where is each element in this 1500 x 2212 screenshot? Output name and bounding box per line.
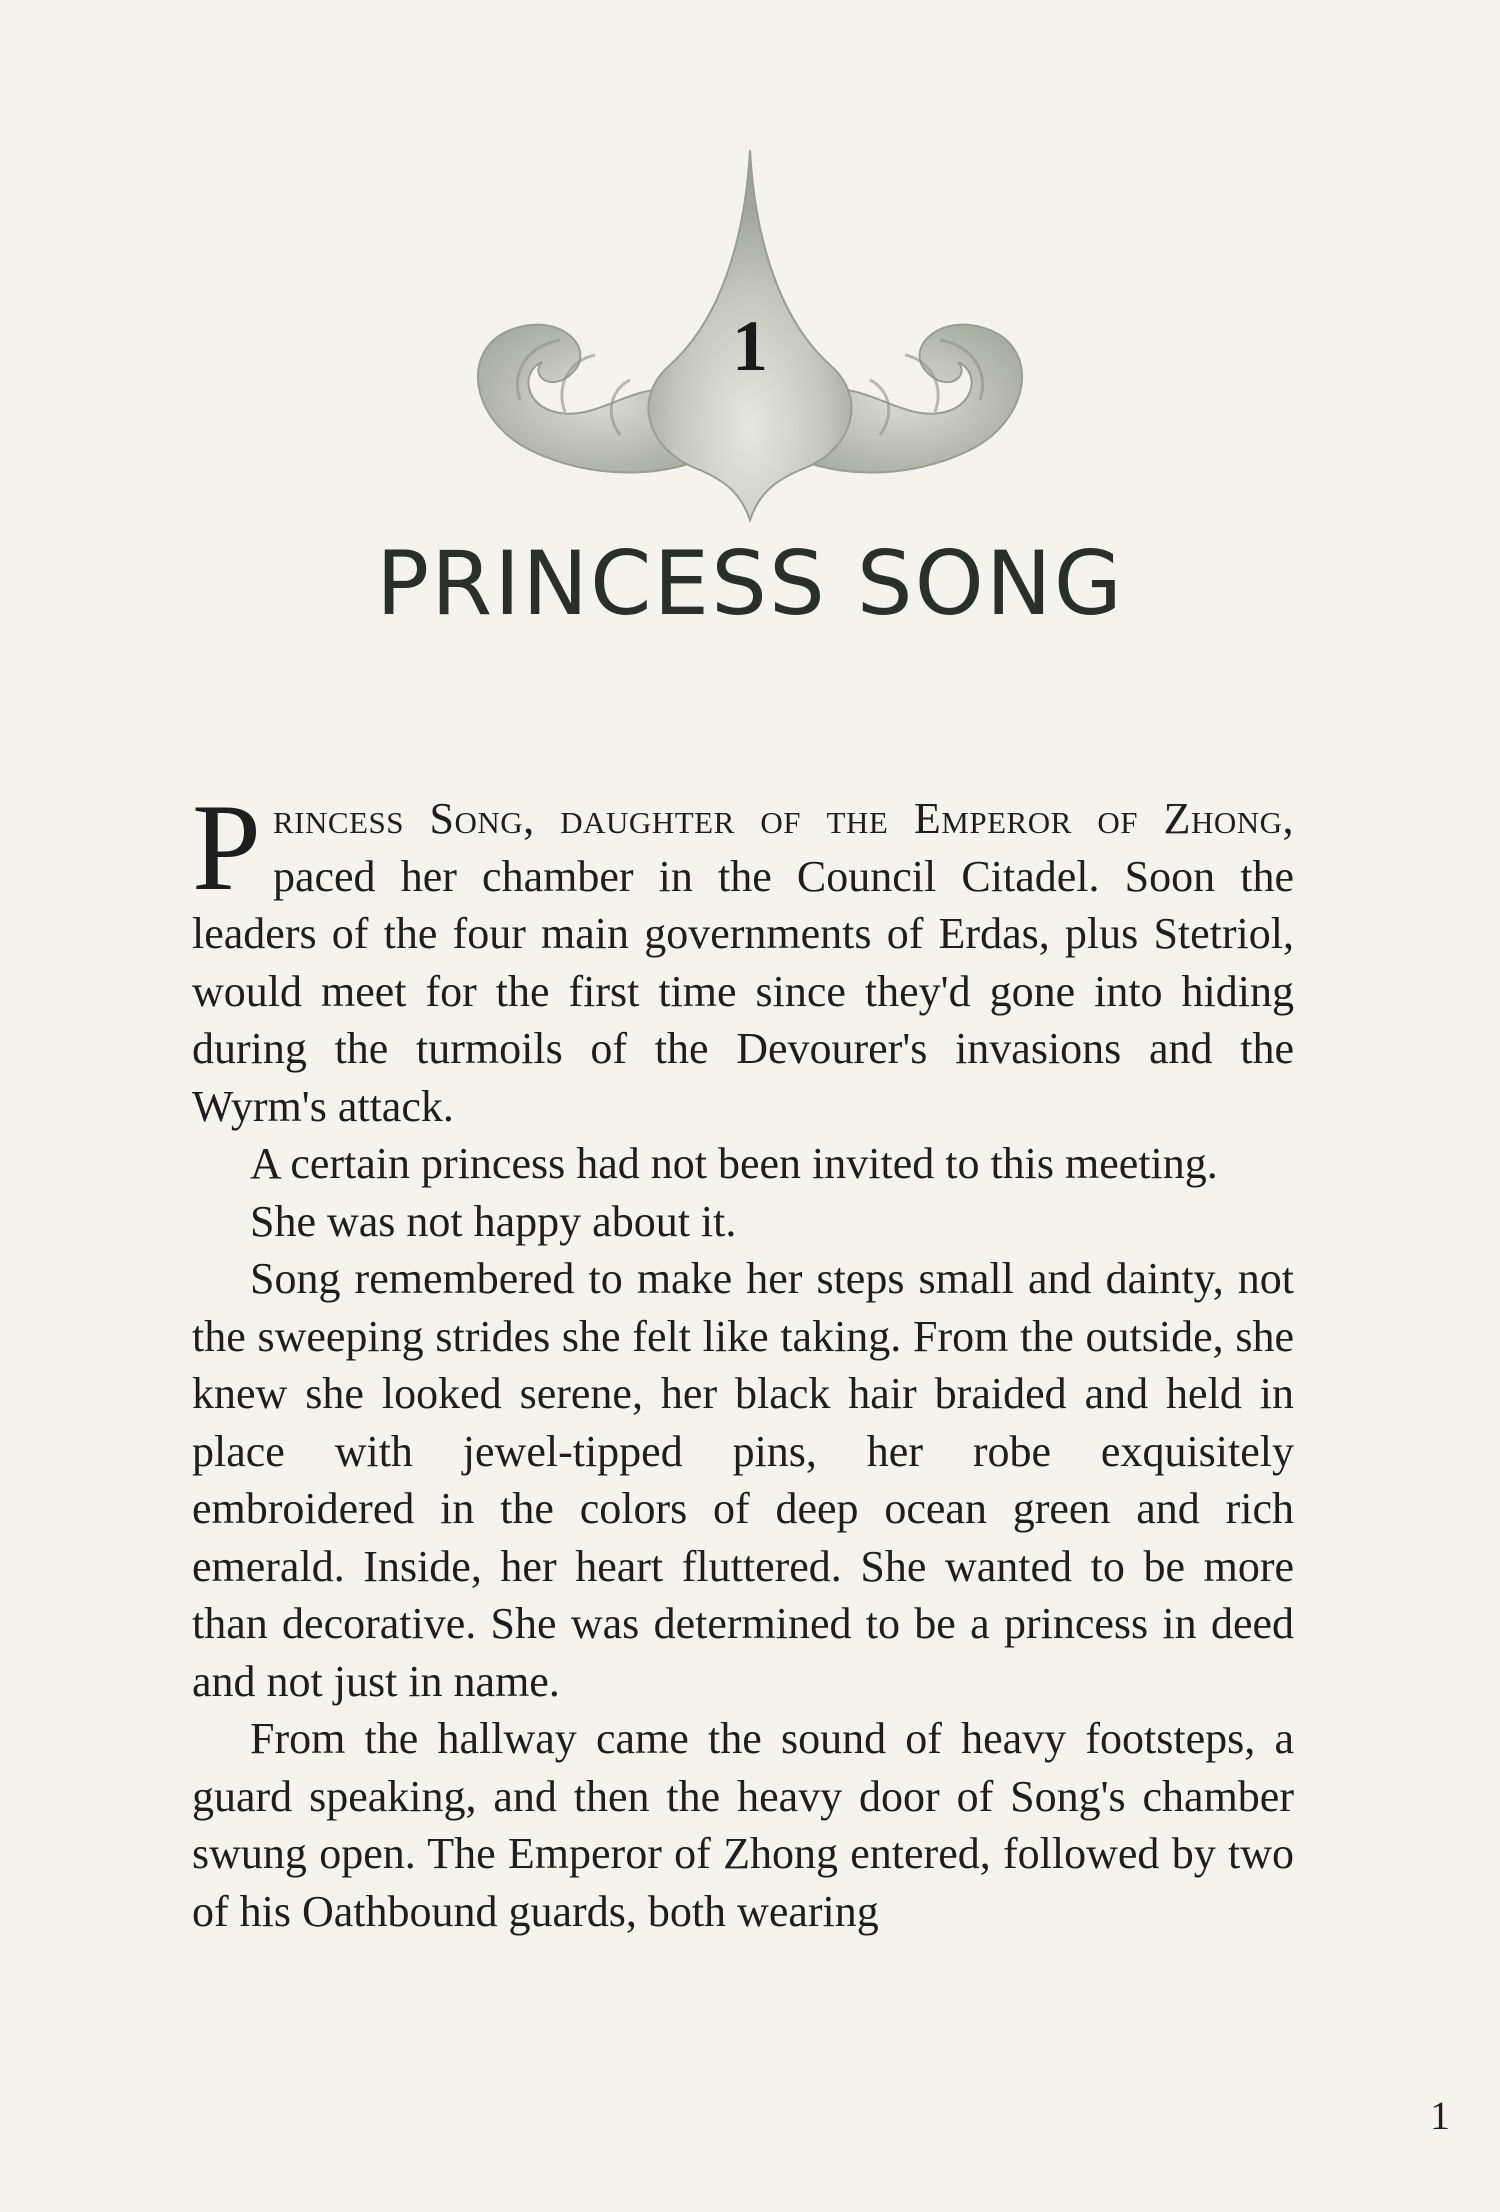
chapter-number: 1: [732, 306, 768, 386]
paragraph: A certain princess had not been invited to this meeting.: [250, 1139, 1218, 1188]
opening-small-caps: rincess Song, daughter of the Emperor of Zhong,: [272, 794, 1294, 843]
opening-paragraph: [192, 779, 1294, 1135]
paragraph: Song remembered to make her steps small and dainty, not the sweeping strides she felt like taking. From the outside, she knew she looked serene, her black hair braided and held in place with jewel-tipped pins, her robe exquisitely embroidered in the colors of deep ocean green and rich emerald. Inside, her heart fluttered. She wanted to be more than decorative. She was determined to be a princess in deed and not just in name.: [192, 1254, 1294, 1706]
drop-cap: P: [192, 779, 261, 916]
chapter-title: PRINCESS SONG: [376, 532, 1124, 635]
paragraph: She was not happy about it.: [250, 1196, 737, 1246]
chapter-body: [192, 779, 1294, 1940]
paragraph: From the hallway came the sound of heavy footsteps, a guard speaking, and then the heavy door of Song's chamber swung open. The Emperor of Zhong entered, followed by two of his Oathbound guards, both wearing: [192, 1714, 1294, 1936]
opening-text: paced her chamber in the Council Citadel. Soon the leaders of the four main governments of Erdas, plus Stetriol, would meet for the first time since they'd gone into hiding during the turmoils of the Devourer's invasions and the Wyrm's attack.: [192, 851, 1294, 1131]
page-number: 1: [1430, 2093, 1450, 2138]
